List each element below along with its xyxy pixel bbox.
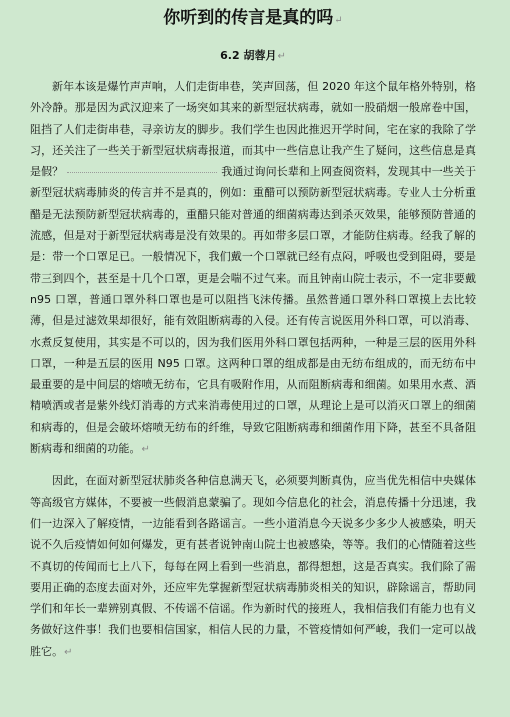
paragraph-1-part-2: 我通过询问长辈和上网查阅资料，发现其中一些关于新型冠状病毒肺炎的传言并不是真的，例如：重醋可以预防新型冠状病毒。专业人士分析重醋是无法预防新型冠状病毒的，重醋只能对普通的细菌病毒达到杀灭效果，能够预防普通的流感，但是对于新型冠状病毒是没有效果的。再如带多层口罩，才能防住病毒。经我了解的是：带一个口罩足已。一般情况下，我们戴一个口罩就已经有点闷，呼吸也受到阻碍，要是带三到四个，甚至是十几个口罩，更是会喘不过气来。而且钟南山院士表示，不一定非要戴 n95 口罩，普通口罩外科口罩也是可以阻挡飞沫传播。虽然普通口罩外科口罩摸上去比较薄，但是过滤效果却很好，能有效阻断病毒的入侵。还有传言说医用外科口罩，可以消毒、水煮反复使用，其实是不可以的，因为我们医用外科口罩包括两种，一种是三层的医用外科口罩，一种是五层的医用 N95 口罩。这两种口罩的组成都是由无纺布组成的，而无纺布中最重要的是中间层的熔喷无纺布，它具有吸附作用，从而阻断病毒和细菌。如果用水煮、酒精喷洒或者是紫外线灯消毒的方式来消毒使用过的口罩，从理论上是可以消灭口罩上的细菌和病毒的，但是会破坏熔喷无纺布的纤维，导致它阻断病毒和细菌作用下降，甚至不具备阻断病毒和细菌的功能。	[30, 165, 476, 456]
author-text: 6.2 胡蓉月	[220, 49, 277, 62]
author-line	[30, 47, 476, 66]
document-title	[30, 6, 476, 33]
paragraph-mark-icon: ↵	[64, 646, 73, 658]
title-text: 你听到的传言是真的吗	[163, 8, 334, 28]
body-paragraph-2	[30, 470, 476, 663]
paragraph-mark-icon: ↵	[277, 51, 286, 62]
dotted-separator	[67, 172, 217, 173]
paragraph-mark-icon: ↵	[334, 15, 343, 26]
body-paragraph-1	[30, 76, 476, 460]
paragraph-1-part-1: 新年本该是爆竹声声响，人们走街串巷，笑声回荡，但 2020 年这个鼠年格外特别，格外冷静。那是因为武汉迎来了一场突如其来的新型冠状病毒，就如一股硝烟一般席卷中国，阻挡了人们走街串巷，寻亲访友的脚步。我们学生也因此推迟开学时间，宅在家的我除了学习，还关注了一些关于新型冠状病毒报道，而其中一些信息让我产生了疑问，这些信息是真是假？	[30, 80, 476, 179]
paragraph-2-text: 因此，在面对新型冠状肺炎各种信息满天飞，必须要判断真伪，应当优先相信中央媒体等高级官方媒体，不要被一些假消息蒙骗了。现如今信息化的社会，消息传播十分迅速，我们一边深入了解疫情，一边能看到各路谣言。一些小道消息今天说多少多少人被感染，明天说不久后疫情如何如何爆发，更有甚者说钟南山院士也被感染，等等。我们的心情随着这些不真切的传闻而七上八下，每每在网上看到一些消息，都得想想，这是否真实。我们除了需要用正确的态度去面对外，还应牢先掌握新型冠状病毒肺炎相关的知识，辟除谣言，帮助同学们和年长一辈辨别真假、不传谣不信谣。作为新时代的接班人，我相信我们有能力也有义务做好这件事！我们也要相信国家，相信人民的力量，不管疫情如何严峻，我们一定可以战胜它。	[30, 474, 476, 658]
paragraph-mark-icon: ↵	[141, 444, 150, 456]
